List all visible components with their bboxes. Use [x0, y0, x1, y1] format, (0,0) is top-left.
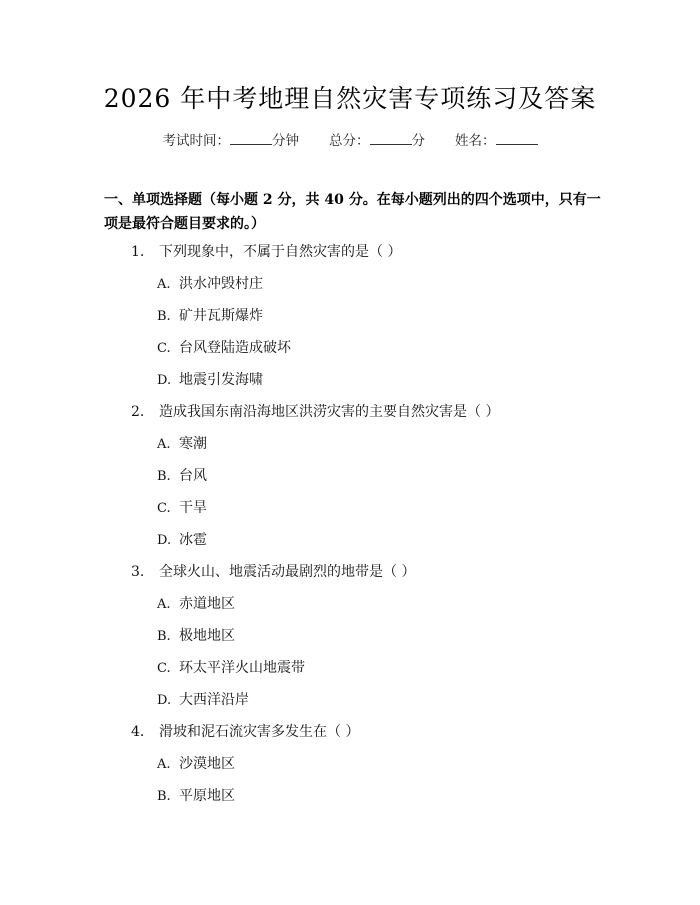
option-letter: A.: [157, 437, 171, 452]
option-text: 洪水冲毁村庄: [179, 276, 263, 292]
question-4: [131, 722, 591, 742]
option-letter: D.: [157, 693, 172, 708]
option-3a[interactable]: [157, 594, 577, 615]
score-label: 总分：: [329, 133, 370, 149]
section-heading: 一、单项选择题（每小题 2 分，共 40 分。在每小题列出的四个选项中，只有一项是最符合题目要求的。）: [104, 192, 601, 232]
question-number: 4.: [131, 724, 145, 740]
option-letter: B.: [157, 629, 171, 644]
option-letter: B.: [157, 789, 171, 804]
option-letter: C.: [157, 501, 171, 516]
option-letter: B.: [157, 469, 171, 484]
option-text: 台风登陆造成破坏: [179, 340, 291, 356]
question-text: 下列现象中，不属于自然灾害的是（ ）: [159, 244, 402, 260]
option-letter: C.: [157, 661, 171, 676]
time-blank[interactable]: [230, 130, 272, 145]
time-label: 考试时间：: [162, 133, 230, 149]
option-2c[interactable]: [157, 498, 577, 519]
page-title: 2026 年中考地理自然灾害专项练习及答案: [103, 84, 597, 113]
option-text: 台风: [179, 468, 207, 484]
option-text: 寒潮: [179, 436, 207, 452]
option-3b[interactable]: [157, 626, 577, 647]
name-field: [455, 130, 538, 151]
option-letter: B.: [157, 309, 171, 324]
option-letter: A.: [157, 277, 171, 292]
option-text: 平原地区: [179, 788, 235, 804]
option-letter: A.: [157, 597, 171, 612]
option-2b[interactable]: [157, 466, 577, 487]
option-1d[interactable]: [157, 370, 577, 391]
option-1c[interactable]: [157, 338, 577, 359]
option-text: 矿井瓦斯爆炸: [179, 308, 263, 324]
option-1a[interactable]: [157, 274, 577, 295]
option-text: 环太平洋火山地震带: [179, 660, 305, 676]
option-text: 极地地区: [179, 628, 235, 644]
question-number: 1.: [131, 244, 145, 260]
time-field: [163, 130, 300, 151]
question-text: 全球火山、地震活动最剧烈的地带是（ ）: [159, 564, 416, 580]
score-unit: 分: [411, 133, 425, 149]
option-4b[interactable]: [157, 786, 577, 807]
option-1b[interactable]: [157, 306, 577, 327]
option-text: 冰雹: [179, 532, 207, 548]
option-letter: D.: [157, 533, 172, 548]
name-label: 姓名：: [455, 133, 496, 149]
time-unit: 分钟: [272, 133, 299, 149]
option-letter: C.: [157, 341, 171, 356]
option-text: 沙漠地区: [179, 756, 235, 772]
option-3d[interactable]: [157, 690, 577, 711]
option-4a[interactable]: [157, 754, 577, 775]
question-text: 滑坡和泥石流灾害多发生在（ ）: [159, 724, 360, 740]
option-letter: A.: [157, 757, 171, 772]
score-blank[interactable]: [370, 130, 412, 145]
option-letter: D.: [157, 373, 172, 388]
name-blank[interactable]: [496, 130, 538, 145]
option-text: 干旱: [179, 500, 207, 516]
question-text: 造成我国东南沿海地区洪涝灾害的主要自然灾害是（ ）: [159, 404, 500, 420]
option-text: 地震引发海啸: [179, 372, 263, 388]
score-field: [329, 130, 425, 151]
option-text: 大西洋沿岸: [179, 692, 249, 708]
option-2d[interactable]: [157, 530, 577, 551]
option-3c[interactable]: [157, 658, 577, 679]
question-number: 3.: [131, 564, 145, 580]
option-text: 赤道地区: [179, 596, 235, 612]
exam-meta: [0, 130, 700, 151]
option-2a[interactable]: [157, 434, 577, 455]
question-number: 2.: [131, 404, 145, 420]
question-3: [131, 562, 591, 582]
question-1: [131, 242, 591, 262]
question-2: [131, 402, 591, 422]
